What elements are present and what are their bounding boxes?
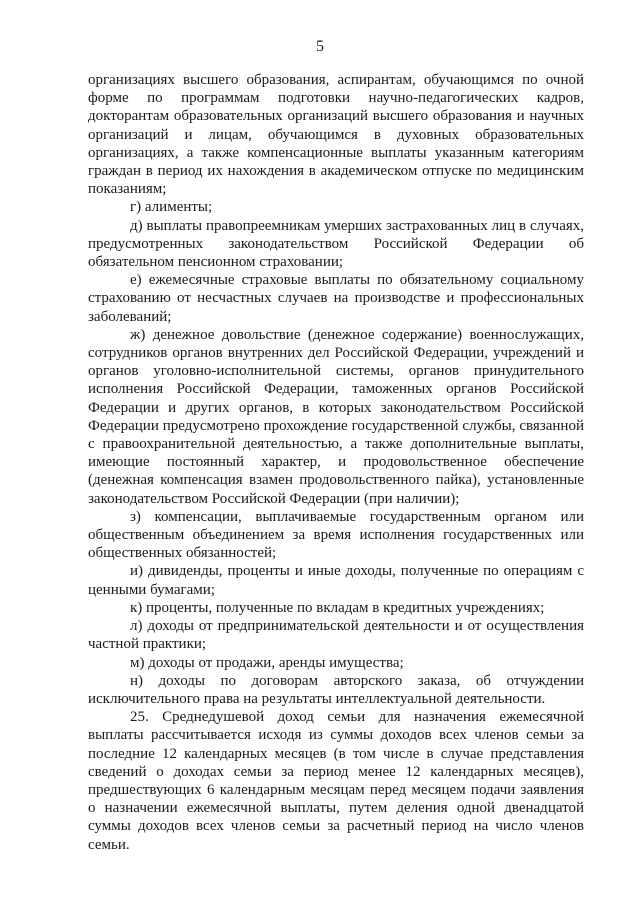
paragraph-item-n: н) доходы по договорам авторского заказа, об отчуждении исключительного права на результаты интеллектуальной деятельности.: [88, 672, 584, 707]
paragraph-item-k: к) проценты, полученные по вкладам в кредитных учреждениях;: [130, 599, 545, 616]
page-number: 5: [316, 38, 324, 55]
paragraph-continuation: организациях высшего образования, аспирантам, обучающимся по очной форме по программам подготовки научно-педагогических кадров, докторантам образовательных организаций высшего образования и научных организаций и лицам, обучающимся в духовных образовательных организациях, а также компенсационные выплаты указанным категориям граждан в период их нахождения в академическом отпуске по медицинским показаниям;: [88, 72, 584, 198]
paragraph-item-g: г) алименты;: [130, 199, 213, 216]
paragraph-item-m: м) доходы от продажи, аренды имущества;: [130, 654, 404, 671]
paragraph-item-l: л) доходы от предпринимательской деятельности и от осуществления частной практики;: [88, 618, 584, 653]
paragraph-clause-25: 25. Среднедушевой доход семьи для назначения ежемесячной выплаты рассчитывается исходя из суммы доходов всех членов семьи за последние 12 календарных месяцев (в том числе в случае представления сведений о доходах семьи за период менее 12 календарных месяцев), предшествующих 6 календарным месяцам перед месяцем подачи заявления о назначении ежемесячной выплаты, путем деления одной двенадцатой суммы доходов всех членов семьи за расчетный период на число членов семьи.: [88, 709, 584, 853]
paragraph-item-zh: ж) денежное довольствие (денежное содержание) военнослужащих, сотрудников органов внутренних дел Российской Федерации, учреждений и органов уголовно-исполнительной системы, органов принудительного исполнения Российской Федерации, таможенных органов Российской Федерации и других органов, в которых законодательством Российской Федерации предусмотрено прохождение государственной службы, связанной с правоохранительной деятельностью, а также дополнительные выплаты, имеющие постоянный характер, и продовольственное обеспечение (денежная компенсация взамен продовольственного пайка), установленные законодательством Российской Федерации (при наличии);: [88, 326, 584, 507]
paragraph-item-z: з) компенсации, выплачиваемые государственным органом или общественным объединением за время исполнения государственных или общественных обязанностей;: [88, 508, 584, 562]
paragraph-item-d: д) выплаты правопреемникам умерших застрахованных лиц в случаях, предусмотренных законодательством Российской Федерации об обязательном пенсионном страховании;: [88, 217, 584, 271]
paragraph-item-e: е) ежемесячные страховые выплаты по обязательному социальному страхованию от несчастных случаев на производстве и профессиональных заболеваний;: [88, 272, 584, 325]
document-body: [88, 71, 584, 854]
paragraph-item-i: и) дивиденды, проценты и иные доходы, полученные по операциям с ценными бумагами;: [88, 563, 584, 598]
